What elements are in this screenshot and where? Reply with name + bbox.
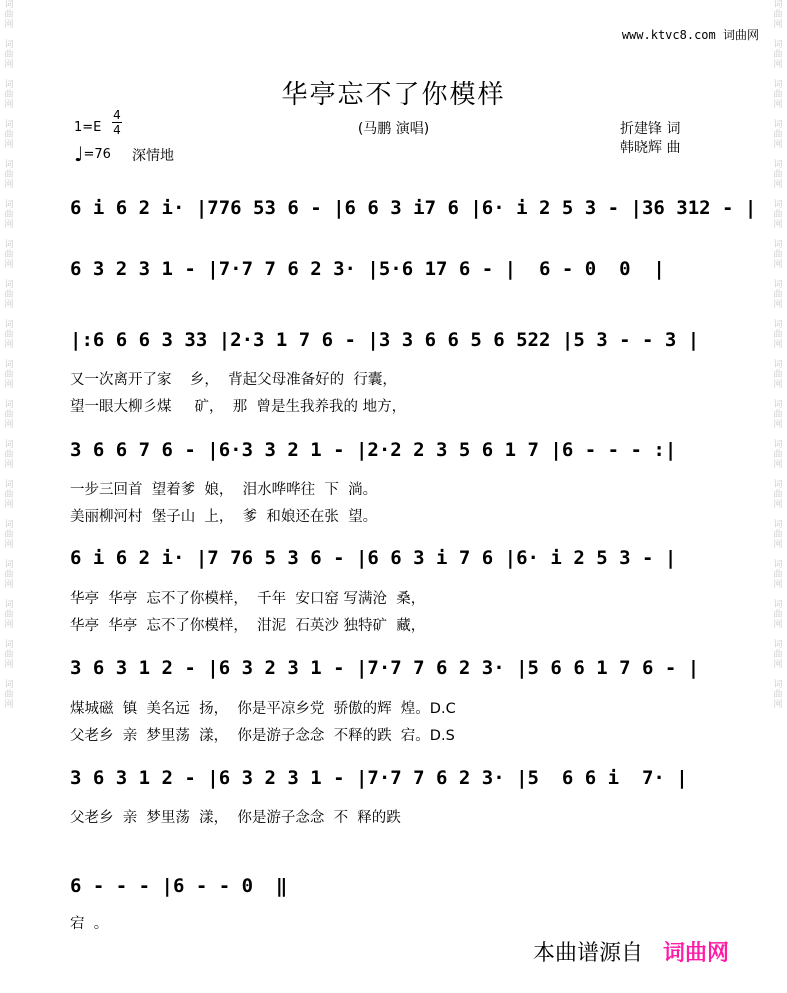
lyric-line-5-2: 华亭 华亭 忘不了你模样， 泔泥 石英沙 独特矿 藏， (70, 618, 426, 634)
score-system-6: 3 6 3 1 2 - |6 3 2 3 1 - |7·7 7 6 2 3· |5 6 6 1 7 6 - | (70, 657, 700, 679)
site-name[interactable]: 词曲网 (722, 28, 759, 42)
lyric-line-4-2: 美丽柳河村 堡子山 上， 爹 和娘还在张 望。 (70, 509, 378, 525)
score-system-1: 6 i 6 2 i· |776 53 6 - |6 6 3 i7 6 |6· i 2 5 3 - |36 312 - | (70, 197, 757, 219)
lyricist-credit: 折建锋 词 (620, 121, 681, 137)
footer-source (533, 936, 729, 967)
lyric-line-7-1: 父老乡 亲 梦里荡 漾， 你是游子念念 不 释的跌 (70, 810, 401, 826)
time-top: 4 (113, 108, 121, 122)
lyric-line-4-1: 一步三回首 望着爹 娘， 泪水哗哗往 下 淌。 (70, 482, 378, 498)
site-url[interactable]: www.ktvc8.com (621, 28, 716, 42)
score-system-3: |:6 6 6 3 33 |2·3 1 7 6 - |3 3 6 6 5 6 522 |5 3 - - 3 | (70, 329, 700, 351)
lyric-line-3-2: 望一眼大柳彡煤 矿， 那 曾是生我养我的 地方， (70, 399, 407, 415)
quarter-note-icon: ♩ (74, 142, 84, 166)
key-signature: 1=E (74, 120, 102, 135)
left-watermark-strip: 词 曲 网 词 曲 网 词 曲 网 词 曲 网 词 曲 网 词 曲 网 词 曲 网 词 曲 网 词 曲 网 词 曲 网 词 曲 网 词 曲 网 词 曲 网 词 曲 网 词 曲 网 词 曲 网 词 曲 网 词 曲 网 (4, 0, 14, 710)
tempo-value: =76 (83, 147, 111, 162)
singer-credit: (马鹏 演唱) (357, 121, 430, 137)
score-system-4: 3 6 6 7 6 - |6·3 3 2 1 - |2·2 2 3 5 6 1 7 |6 - - - :| (70, 439, 677, 461)
score-system-5: 6 i 6 2 i· |7 76 5 3 6 - |6 6 3 i 7 6 |6· i 2 5 3 - | (70, 547, 677, 569)
footer-brand[interactable]: 词曲网 (663, 941, 730, 966)
lyric-line-8-1: 宕 。 (70, 916, 109, 932)
footer-source-text: 本曲谱源自 (533, 941, 644, 966)
lyric-line-6-1: 煤城磁 镇 美名远 扬， 你是平凉乡党 骄傲的辉 煌。D.C (70, 701, 456, 717)
time-bottom: 4 (113, 123, 121, 137)
lyric-line-3-1: 又一次离开了家 乡， 背起父母准备好的 行囊， (70, 372, 397, 388)
expression-marking: 深情地 (132, 148, 174, 164)
score-system-7: 3 6 3 1 2 - |6 3 2 3 1 - |7·7 7 6 2 3· |5 6 6 i 7· | (70, 767, 688, 789)
right-watermark-strip: 词 曲 网 词 曲 网 词 曲 网 词 曲 网 词 曲 网 词 曲 网 词 曲 网 词 曲 网 词 曲 网 词 曲 网 词 曲 网 词 曲 网 词 曲 网 词 曲 网 词 曲 网 词 曲 网 词 曲 网 词 曲 网 (773, 0, 783, 710)
lyric-line-5-1: 华亭 华亭 忘不了你模样， 千年 安口窑 写满沧 桑， (70, 591, 426, 607)
lyric-line-6-2: 父老乡 亲 梦里荡 漾， 你是游子念念 不释的跌 宕。D.S (70, 728, 455, 744)
score-system-2: 6 3 2 3 1 - |7·7 7 6 2 3· |5·6 17 6 - | 6 - 0 0 | (70, 258, 665, 280)
composer-credit: 韩晓辉 曲 (620, 140, 681, 156)
song-title: 华亭忘不了你模样 (281, 80, 506, 110)
score-system-8: 6 - - - |6 - - 0 ‖ (70, 875, 288, 897)
